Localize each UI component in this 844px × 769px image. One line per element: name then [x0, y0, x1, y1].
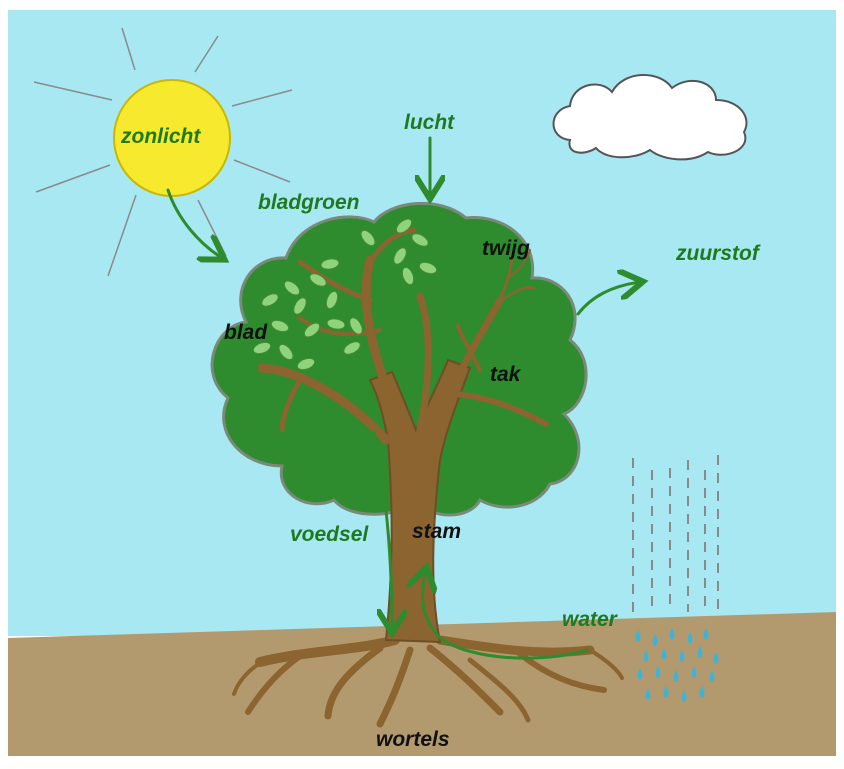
label-chlorophyll: bladgroen [258, 191, 360, 214]
label-oxygen: zuurstof [676, 242, 759, 265]
label-air: lucht [404, 111, 455, 134]
label-food: voedsel [290, 523, 369, 546]
label-water: water [562, 608, 617, 631]
label-twig: twijg [482, 237, 530, 260]
label-sunlight: zonlicht [121, 125, 201, 148]
label-leaf: blad [224, 321, 268, 344]
label-branch: tak [490, 363, 521, 386]
label-roots: wortels [376, 728, 450, 751]
label-trunk: stam [412, 520, 462, 543]
